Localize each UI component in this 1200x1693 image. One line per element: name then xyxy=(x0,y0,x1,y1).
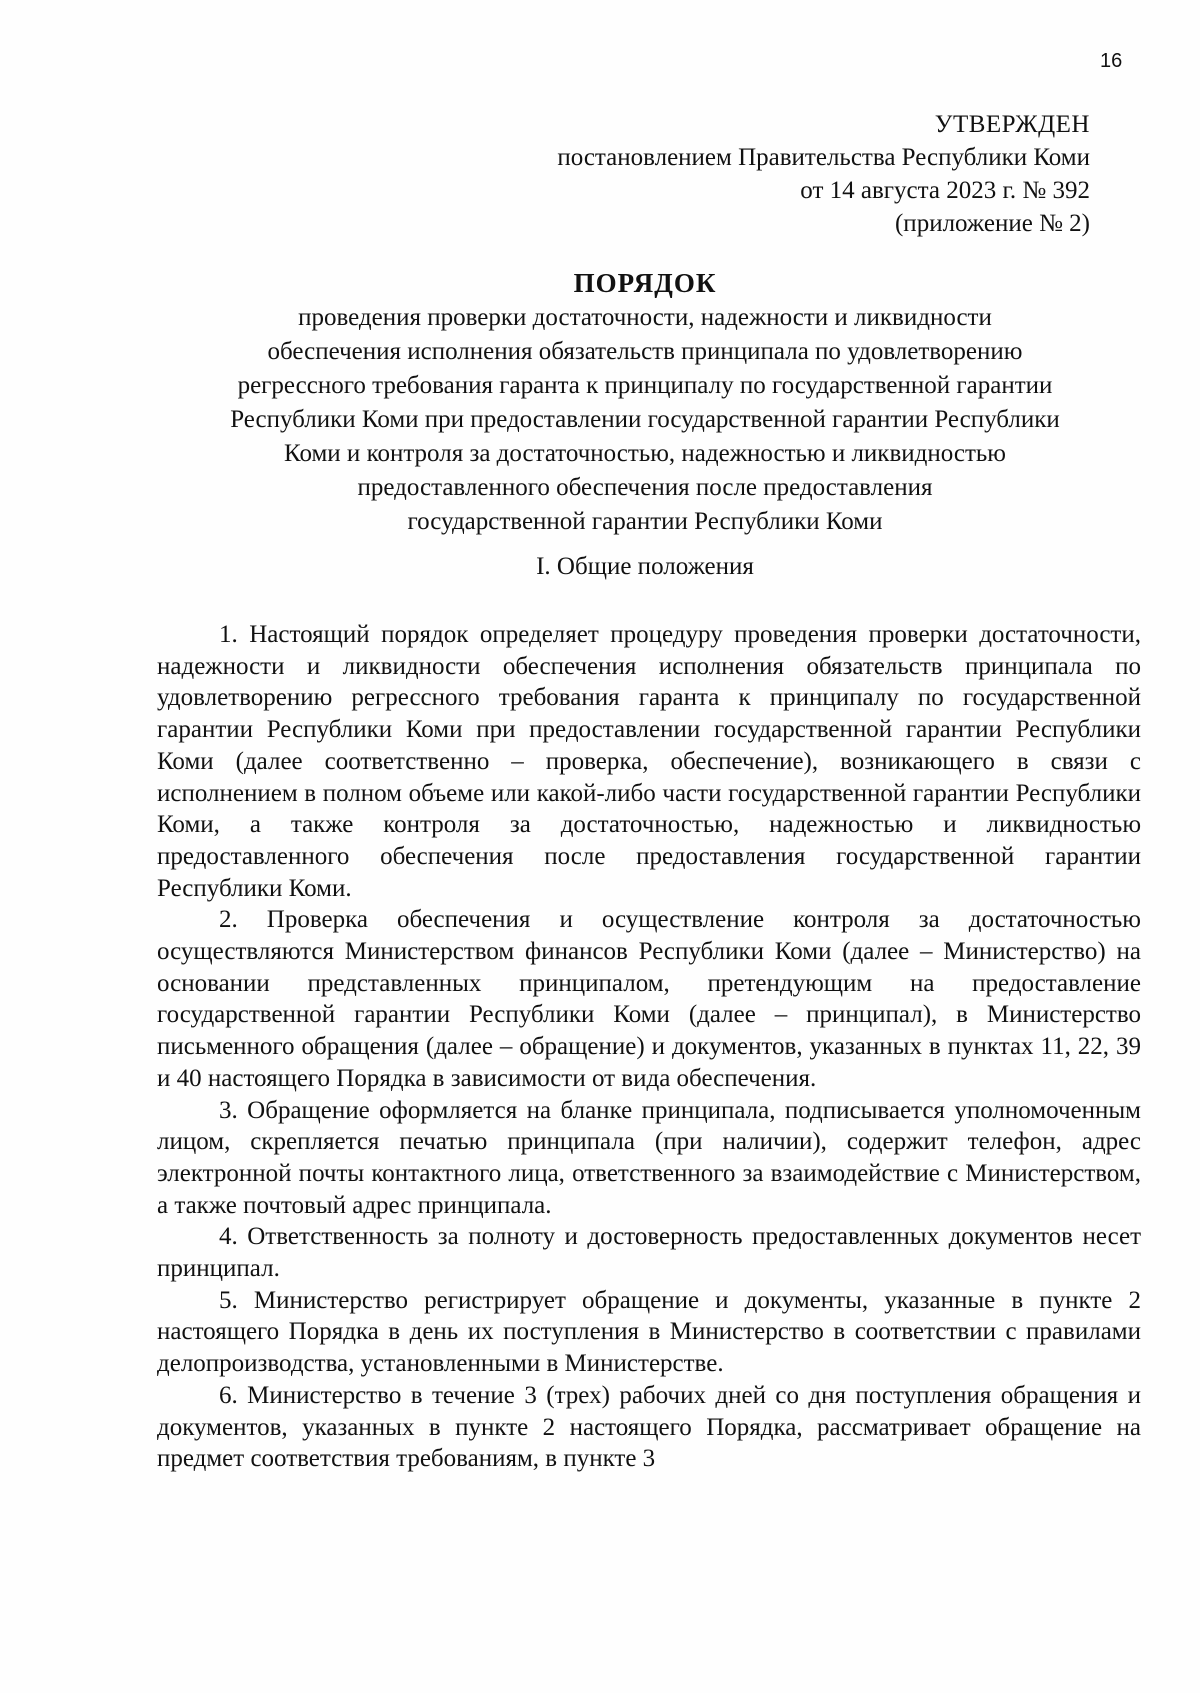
approval-line-date: от 14 августа 2023 г. № 392 xyxy=(800,177,1090,204)
document-subtitle-line: регрессного требования гаранта к принципалу по государственной гарантии xyxy=(237,372,1053,399)
paragraph-3: 3. Обращение оформляется на бланке принципала, подписывается уполномоченным лицом, скрепляется печатью принципала (при наличии), содержит телефон, адрес электронной почты контактного лица, ответственного за взаимодействие с Министерством, а также почтовый адрес принципала. xyxy=(157,1096,1141,1219)
approval-line-decree: постановлением Правительства Республики Коми xyxy=(557,144,1090,171)
paragraph-5: 5. Министерство регистрирует обращение и документы, указанные в пункте 2 настоящего Порядка в день их поступления в Министерство в соответствии с правилами делопроизводства, установленными в Министерстве. xyxy=(157,1286,1141,1378)
document-subtitle-line: обеспечения исполнения обязательств принципала по удовлетворению xyxy=(267,338,1023,365)
document-title-block xyxy=(150,266,1140,538)
approval-status: УТВЕРЖДЕН xyxy=(934,111,1090,138)
section-heading: I. Общие положения xyxy=(536,553,754,580)
document-subtitle-line: Республики Коми при предоставлении государственной гарантии Республики xyxy=(230,406,1060,433)
document-subtitle-line: государственной гарантии Республики Коми xyxy=(407,508,883,535)
approval-stamp-block xyxy=(557,108,1090,240)
page-number: 16 xyxy=(1100,50,1123,72)
document-subtitle-line: предоставленного обеспечения после предоставления xyxy=(357,474,933,501)
paragraph-6: 6. Министерство в течение 3 (трех) рабочих дней со дня поступления обращения и документов, указанных в пункте 2 настоящего Порядка, рассматривает обращение на предмет соответствия требованиям, в пункте 3 xyxy=(157,1381,1141,1473)
paragraph-1: 1. Настоящий порядок определяет процедуру проведения проверки достаточности, надежности и ликвидности обеспечения исполнения обязательств принципала по удовлетворению регрессного требования гаранта к принципалу по государственной гарантии Республики Коми при предоставлении государственной гарантии Республики Коми (далее соответственно – проверка, обеспечение), возникающего в связи с исполнением в полном объеме или какой-либо части государственной гарантии Республики Коми, а также контроля за достаточностью, надежностью и ликвидностью предоставленного обеспечения после предоставления государственной гарантии Республики Коми. xyxy=(157,621,1141,902)
paragraph-4: 4. Ответственность за полноту и достоверность предоставленных документов несет принципал. xyxy=(157,1223,1141,1283)
document-title: ПОРЯДОК xyxy=(573,268,717,298)
approval-line-appendix: (приложение № 2) xyxy=(894,210,1090,237)
document-body xyxy=(157,619,1141,1475)
document-subtitle-line: проведения проверки достаточности, надежности и ликвидности xyxy=(298,304,992,331)
document-subtitle-line: Коми и контроля за достаточностью, надежностью и ликвидностью xyxy=(284,440,1006,467)
paragraph-2: 2. Проверка обеспечения и осуществление контроля за достаточностью осуществляются Министерством финансов Республики Коми (далее – Министерство) на основании представленных принципалом, претендующим на предоставление государственной гарантии Республики Коми (далее – принципал), в Министерство письменного обращения (далее – обращение) и документов, указанных в пунктах 11, 22, 39 и 40 настоящего Порядка в зависимости от вида обеспечения. xyxy=(157,906,1141,1092)
